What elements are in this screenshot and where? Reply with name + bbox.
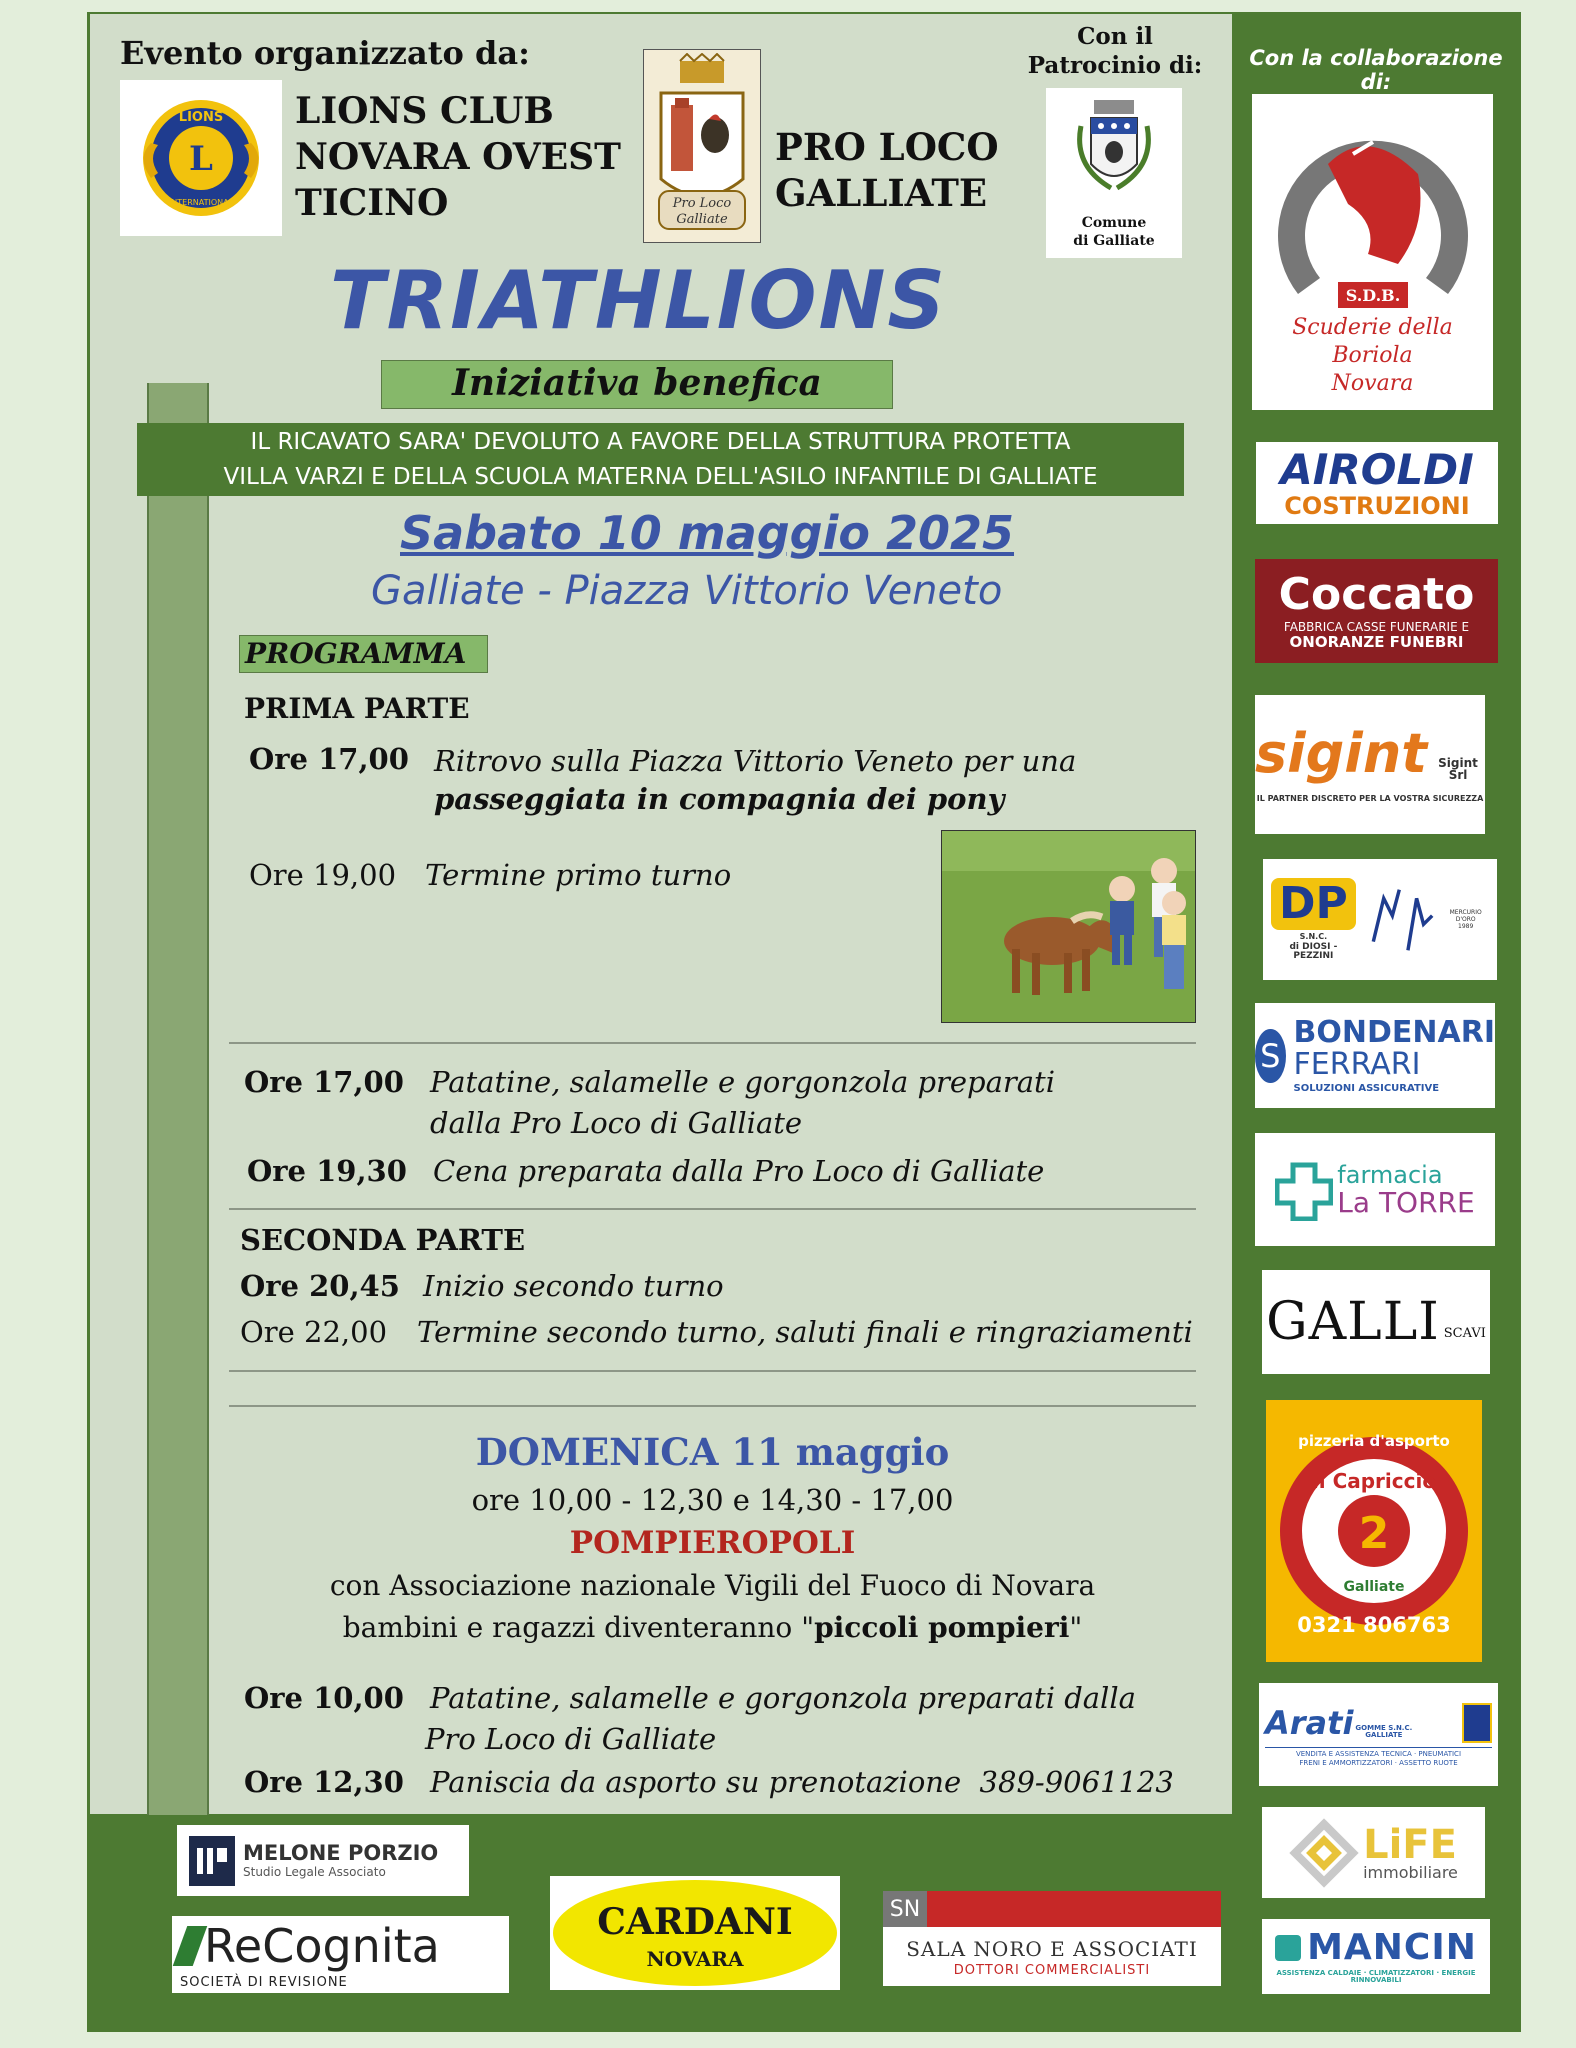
pizzeria-top: pizzeria d'asporto: [1298, 1432, 1450, 1450]
sunday-heading: DOMENICA 11 maggio: [475, 1430, 950, 1474]
part1-food2-text: Cena preparata dalla Pro Loco di Galliate: [433, 1154, 1045, 1188]
pony-photo: [941, 830, 1196, 1023]
dp-award: MERCURIO D'ORO: [1449, 909, 1482, 923]
sunday-desc-line1: con Associazione nazionale Vigili del Fuoco di Novara: [329, 1569, 1096, 1602]
dp-year: 1989: [1458, 923, 1474, 930]
sunday-desc-line2-post: ": [1069, 1611, 1083, 1644]
part1-food2-time: Ore 19,30: [247, 1154, 407, 1188]
pizzeria-phone: 0321 806763: [1297, 1613, 1451, 1637]
life-name: LiFE: [1363, 1821, 1457, 1868]
mancin-logo-icon: [1275, 1935, 1301, 1961]
sponsor-pizzeria-il-capriccio: [1266, 1400, 1482, 1662]
proloco-name-line1: PRO LOCO: [775, 125, 999, 169]
divider-1: [229, 1042, 1196, 1044]
life-logo-icon: [1289, 1818, 1359, 1888]
bondenari-line2: FERRARI: [1293, 1046, 1421, 1082]
sponsor-airoldi: [1256, 442, 1498, 524]
event-date: Sabato 10 maggio 2025: [400, 506, 1015, 560]
decorative-vertical-bar: [147, 383, 209, 1815]
collaboration-label: Con la collaborazione di:: [1249, 46, 1503, 94]
lions-logo-top: LIONS: [178, 110, 224, 125]
sigint-srl: Sigint Srl: [1438, 755, 1478, 782]
snoro-initials: SN: [883, 1891, 927, 1927]
event-subtitle: Iniziativa benefica: [452, 362, 822, 404]
lions-name-line2: NOVARA OVEST: [295, 136, 621, 178]
lions-name-line1: LIONS CLUB: [295, 90, 554, 132]
sponsor-diosi-pezzini: [1263, 859, 1497, 980]
sunday-food1-line1: Patatine, salamelle e gorgonzola preparati dalla: [430, 1681, 1136, 1715]
melone-line1: MELONE PORZIO: [243, 1841, 439, 1865]
dp-name: di DIOSI - PEZZINI: [1289, 942, 1338, 961]
bondenari-line3: SOLUZIONI ASSICURATIVE: [1293, 1082, 1440, 1094]
pizzeria-num: 2: [1358, 1508, 1390, 1559]
dp-snc: S.N.C.: [1299, 932, 1328, 941]
life-sub: immobiliare: [1363, 1862, 1458, 1882]
part2-item2-time: Ore 22,00: [240, 1315, 388, 1349]
arati-sub2: GALLIATE: [1365, 1730, 1403, 1739]
arati-sub1: GOMME S.N.C.: [1355, 1723, 1413, 1732]
mancin-name: MANCIN: [1307, 1926, 1477, 1968]
charity-line1: IL RICAVATO SARA' DEVOLUTO A FAVORE DELLA STRUTTURA PROTETTA: [250, 429, 1071, 455]
mancin-desc: ASSISTENZA CALDAIE · CLIMATIZZATORI · ENERGIE RINNOVABILI: [1276, 1968, 1476, 1984]
part2-item1-time: Ore 20,45: [240, 1269, 400, 1303]
sunday-food1-time: Ore 10,00: [244, 1681, 404, 1715]
part2-item2-text: Termine secondo turno, saluti finali e ringraziamenti: [417, 1315, 1193, 1349]
sunday-desc-line2-pre: bambini e ragazzi diventeranno ": [342, 1611, 815, 1644]
sponsor-coccato: [1255, 559, 1498, 663]
sponsor-recognita: [172, 1916, 509, 1993]
part1-item1-time: Ore 17,00: [249, 742, 409, 776]
lions-logo: [120, 80, 282, 236]
comune-line2: di Galliate: [1073, 233, 1155, 249]
part2-item1-text: Inizio secondo turno: [423, 1269, 724, 1303]
sdb-line2: Novara: [1331, 371, 1414, 396]
coccato-line1: FABBRICA CASSE FUNERARIE E: [1283, 619, 1470, 634]
airoldi-line2: COSTRUZIONI: [1284, 491, 1470, 520]
organized-by-label: Evento organizzato da:: [120, 34, 530, 72]
farmacia-line2: La TORRE: [1337, 1185, 1475, 1219]
divider-2: [229, 1208, 1196, 1210]
snoro-line2: DOTTORI COMMERCIALISTI: [953, 1963, 1151, 1978]
sponsor-mancin: [1262, 1919, 1490, 1994]
proloco-badge-line1: Pro Loco: [672, 196, 732, 211]
sunday-desc-line2: [229, 1608, 1196, 1648]
event-location: Galliate - Piazza Vittorio Veneto: [371, 568, 1003, 614]
sunday-activity: POMPIEROPOLI: [569, 1525, 856, 1561]
arati-badge-icon: [1462, 1703, 1492, 1743]
pizzeria-name: il Capriccio: [1311, 1469, 1437, 1493]
sponsor-arati-gomme: [1259, 1683, 1498, 1786]
sigint-tagline: IL PARTNER DISCRETO PER LA VOSTRA SICUREZZA: [1256, 793, 1484, 803]
arati-desc2: FRENI E AMMORTIZZATORI · ASSETTO RUOTE: [1299, 1758, 1458, 1767]
part1-item2-time: Ore 19,00: [249, 858, 397, 892]
cardani-line2: NOVARA: [646, 1947, 744, 1971]
charity-banner: [137, 423, 1184, 496]
sponsor-sigint: [1255, 695, 1485, 834]
part1-food1-time: Ore 17,00: [244, 1065, 404, 1099]
galli-name: GALLI: [1266, 1292, 1440, 1352]
mercury-figure-icon: [1356, 875, 1443, 965]
divider-3: [229, 1370, 1196, 1372]
farmacia-line1: farmacia: [1337, 1160, 1443, 1189]
part1-food1-line2: dalla Pro Loco di Galliate: [430, 1106, 803, 1140]
lions-logo-bottom: INTERNATIONAL: [168, 198, 234, 207]
proloco-logo: [643, 49, 761, 243]
sunday-food2-text: Paniscia da asporto su prenotazione 389-9061123: [430, 1765, 1174, 1799]
charity-line2: VILLA VARZI E DELLA SCUOLA MATERNA DELL'ASILO INFANTILE DI GALLIATE: [223, 464, 1098, 490]
lions-name-line3: TICINO: [295, 182, 449, 224]
part1-item1-line1: Ritrovo sulla Piazza Vittorio Veneto per una: [434, 744, 1077, 778]
sponsor-galli-scavi: [1262, 1270, 1490, 1374]
sponsor-farmacia-la-torre: [1255, 1133, 1495, 1246]
patronage-line1: Con il: [1077, 23, 1153, 50]
melone-logo-icon: [189, 1836, 235, 1886]
arati-name: Arati: [1265, 1703, 1354, 1742]
bondenari-logo-icon: S: [1255, 1029, 1286, 1083]
sigint-name: sigint: [1255, 721, 1428, 785]
program-label: PROGRAMMA: [245, 637, 467, 670]
proloco-badge-line2: Galliate: [676, 212, 728, 227]
sunday-food1-line2: Pro Loco di Galliate: [425, 1722, 717, 1756]
sponsor-cardani: [550, 1876, 840, 1990]
cardani-line1: CARDANI: [597, 1901, 793, 1943]
part1-heading: PRIMA PARTE: [244, 692, 470, 725]
sponsor-life-immobiliare: [1262, 1807, 1485, 1898]
sponsor-sala-noro: [883, 1891, 1221, 1986]
sunday-food2-time: Ore 12,30: [244, 1765, 404, 1799]
coccato-line2: ONORANZE FUNEBRI: [1289, 632, 1464, 651]
airoldi-line1: AIROLDI: [1280, 444, 1474, 494]
sdb-badge: S.D.B.: [1345, 286, 1400, 305]
recognita-name: ReCognita: [204, 1919, 440, 1973]
lions-logo-letter: L: [189, 139, 213, 179]
comune-galliate-logo: [1046, 88, 1182, 258]
sponsor-bondenari-ferrari: [1255, 1003, 1495, 1108]
part1-item1-line2: passeggiata in compagnia dei pony: [434, 782, 1005, 816]
pizzeria-city: Galliate: [1343, 1579, 1405, 1595]
sponsor-melone-porzio: [177, 1825, 469, 1896]
sponsor-scuderie-boriola: [1252, 94, 1493, 410]
recognita-sub: SOCIETÀ DI REVISIONE: [180, 1975, 348, 1990]
snoro-line1: SALA NORO E ASSOCIATI: [906, 1937, 1198, 1961]
sunday-hours: ore 10,00 - 12,30 e 14,30 - 17,00: [471, 1483, 954, 1517]
dp-letters: DP: [1271, 878, 1356, 930]
comune-line1: Comune: [1081, 215, 1147, 231]
bondenari-line1: BONDENARI: [1293, 1014, 1495, 1050]
part2-heading: SECONDA PARTE: [240, 1223, 526, 1257]
patronage-line2: Patrocinio di:: [1027, 52, 1203, 79]
event-title: TRIATHLIONS: [330, 254, 948, 347]
melone-line2: Studio Legale Associato: [243, 1865, 386, 1879]
part1-food1-line1: Patatine, salamelle e gorgonzola preparati: [430, 1065, 1055, 1099]
arati-desc1: VENDITA E ASSISTENZA TECNICA · PNEUMATICI: [1295, 1749, 1462, 1758]
sunday-desc-line2-bold: piccoli pompieri: [814, 1611, 1070, 1644]
divider-4: [229, 1405, 1196, 1407]
part1-item2-text: Termine primo turno: [425, 858, 732, 892]
pharmacy-cross-icon: [1275, 1159, 1333, 1221]
proloco-name-line2: GALLIATE: [775, 171, 988, 215]
coccato-name: Coccato: [1278, 568, 1475, 620]
sdb-line1: Scuderie della Boriola: [1292, 315, 1453, 368]
recognita-logo-icon: [173, 1926, 208, 1966]
galli-suffix: SCAVI: [1443, 1325, 1486, 1341]
